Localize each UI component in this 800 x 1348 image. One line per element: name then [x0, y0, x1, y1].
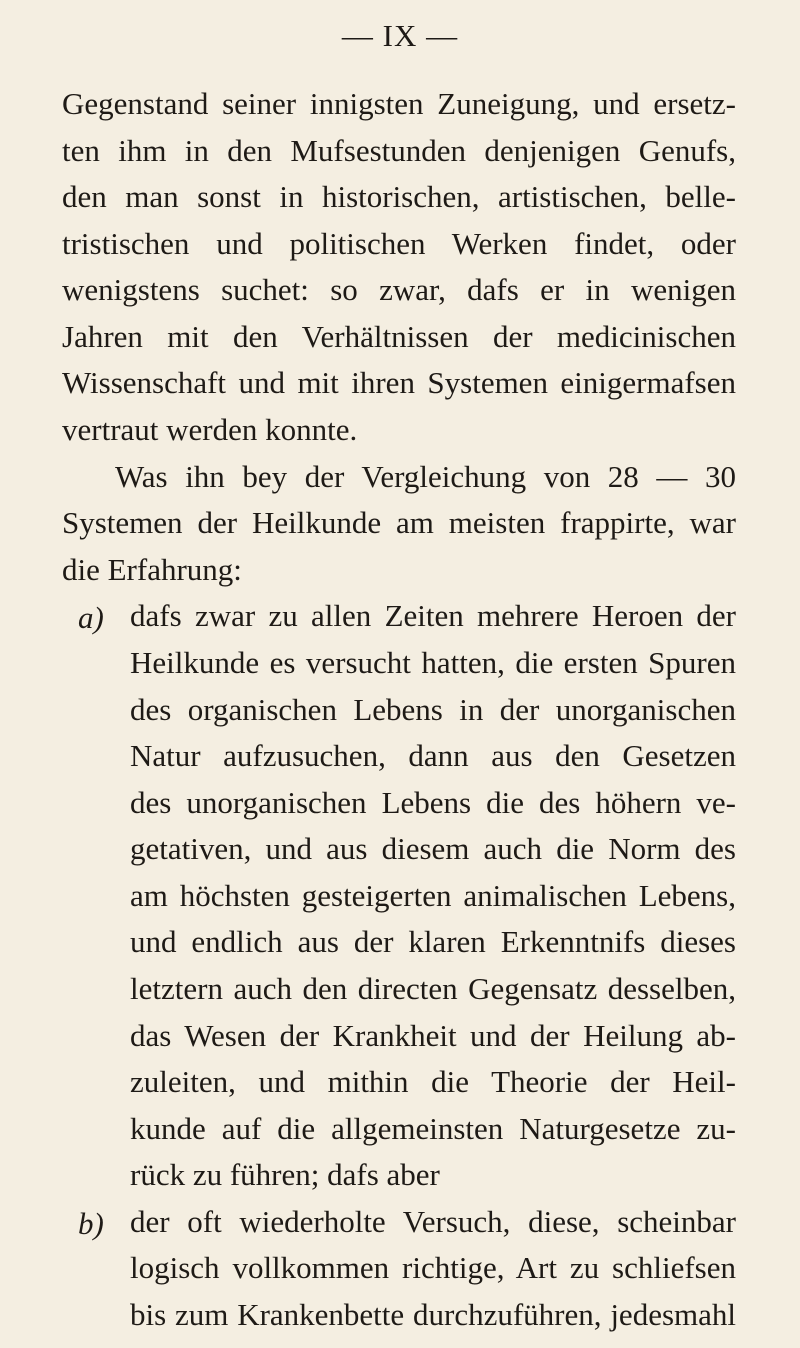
text-line: Jahren mit den Verhältnissen der medicinischen [62, 319, 736, 354]
text-line: tristischen und politischen Werken findet, oder [62, 226, 736, 261]
text-line: vertraut werden konnte. [62, 412, 358, 447]
text-line: Natur aufzusuchen, dann aus den Gesetzen [130, 738, 736, 773]
text-line: getativen, und aus diesem auch die Norm des [130, 831, 736, 866]
text-line: Systemen der Heilkunde am meisten frappirte, war [62, 505, 736, 540]
page-header: — IX — [341, 18, 459, 53]
text-line: Wissenschaft und mit ihren Systemen einigermafsen [62, 365, 736, 400]
text-line: kunde auf die allgemeinsten Naturgesetze zu- [130, 1111, 736, 1146]
list-label-b: b) [78, 1206, 104, 1241]
text-line: am höchsten gesteigerten animalischen Lebens, [130, 878, 736, 913]
text-line: den man sonst in historischen, artistischen, belle- [62, 179, 736, 214]
text-line: des unorganischen Lebens die des höhern ve- [130, 785, 736, 820]
text-line: und endlich aus der klaren Erkenntnifs dieses [130, 924, 736, 959]
text-line: Gegenstand seiner innigsten Zuneigung, und ersetz- [62, 86, 736, 121]
text-line: wenigstens suchet: so zwar, dafs er in wenigen [62, 272, 736, 307]
text-line: bis zum Krankenbette durchzuführen, jedesmahl [130, 1297, 736, 1332]
text-line: ten ihm in den Mufsestunden denjenigen Genufs, [62, 133, 736, 168]
text-line: dafs zwar zu allen Zeiten mehrere Heroen der [130, 598, 736, 633]
text-line: logisch vollkommen richtige, Art zu schliefsen [130, 1250, 736, 1285]
text-line: das Wesen der Krankheit und der Heilung ab- [130, 1018, 736, 1053]
text-line: der oft wiederholte Versuch, diese, scheinbar [130, 1204, 736, 1239]
text-line: des organischen Lebens in der unorganischen [130, 692, 736, 727]
text-line: rück zu führen; dafs aber [130, 1157, 440, 1192]
text-line: letztern auch den directen Gegensatz desselben, [130, 971, 736, 1006]
text-line: Heilkunde es versucht hatten, die ersten Spuren [130, 645, 736, 680]
text-line: die Erfahrung: [62, 552, 242, 587]
text-line: Was ihn bey der Vergleichung von 28 — 30 [115, 459, 736, 494]
text-line: zuleiten, und mithin die Theorie der Heil- [130, 1064, 736, 1099]
list-label-a: a) [78, 600, 104, 635]
